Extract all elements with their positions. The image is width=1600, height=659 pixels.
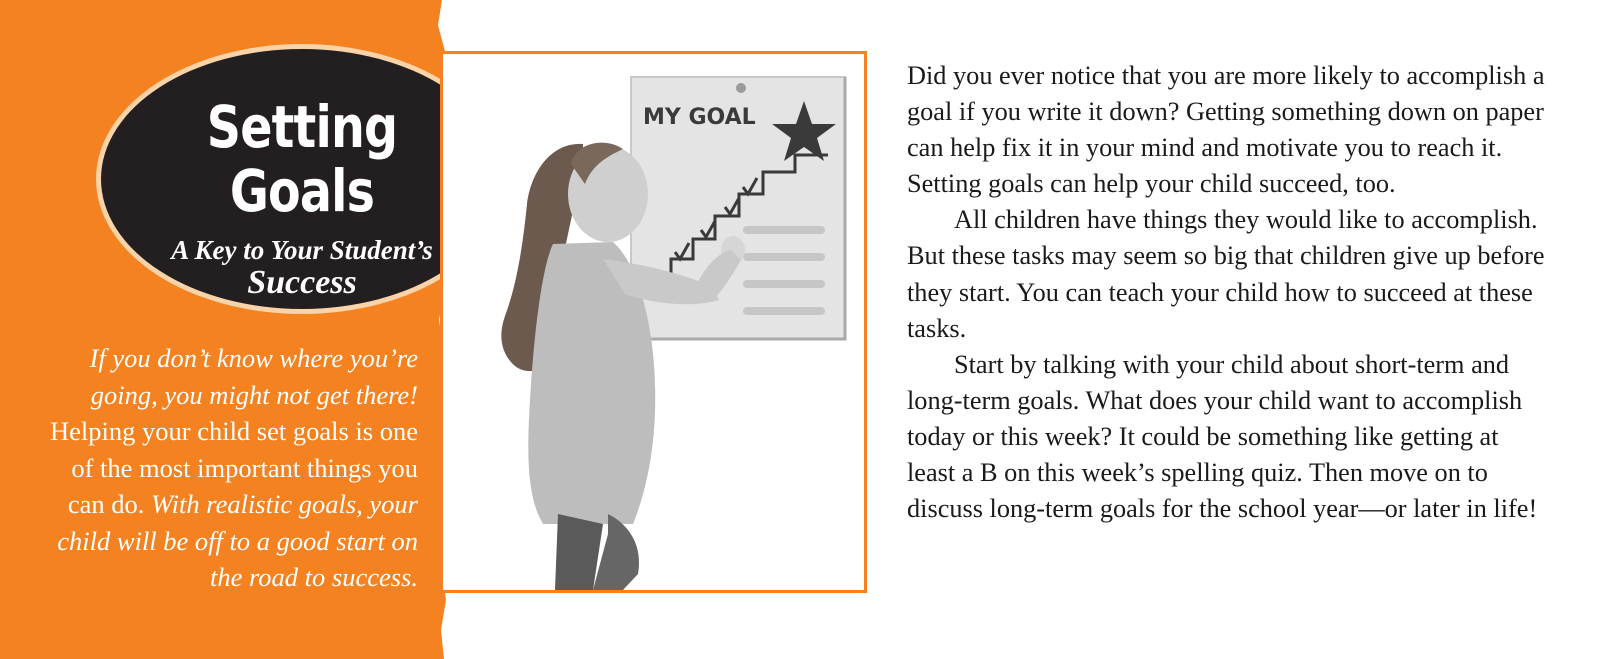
paragraph: Start by talking with your child about short-term and long-term goals. What does your child want to accomplish today or this week? It could be something like getting at least a B on this week’s spelling quiz. Then move on to discuss long-term goals for the school year—or later in life! xyxy=(907,349,1538,524)
paragraph: Did you ever notice that you are more likely to accomplish a goal if you write it down? Getting something down on paper can help fix it in your mind and motivate you to reach it. Setting goals can help your child succeed, too. xyxy=(907,61,1545,199)
paragraph: All children have things they would like to accomplish. But these tasks may seem so big that children give up before they start. You can teach your child how to succeed at these tasks. xyxy=(907,205,1545,343)
page-title: Setting Goals xyxy=(206,93,398,225)
subtitle-line-2: Success xyxy=(247,264,357,301)
article-body xyxy=(907,58,1547,527)
photo-frame xyxy=(440,51,867,593)
intro-body: Helping your child set goals is one of the most important things you can do. xyxy=(50,416,418,519)
intro-italic-close: With realistic goals, your child will be off to a good start on the road to success. xyxy=(57,489,418,592)
girl-goal-illustration xyxy=(443,54,864,590)
pin-icon xyxy=(736,83,746,93)
intro-italic-lead: If you don’t know where you’re going, you might not get there! xyxy=(89,343,418,410)
subtitle-line-1: A Key to Your Student’s xyxy=(171,235,433,265)
poster-label: MY GOAL xyxy=(643,105,756,130)
left-panel xyxy=(0,0,460,659)
intro-text xyxy=(30,340,418,596)
